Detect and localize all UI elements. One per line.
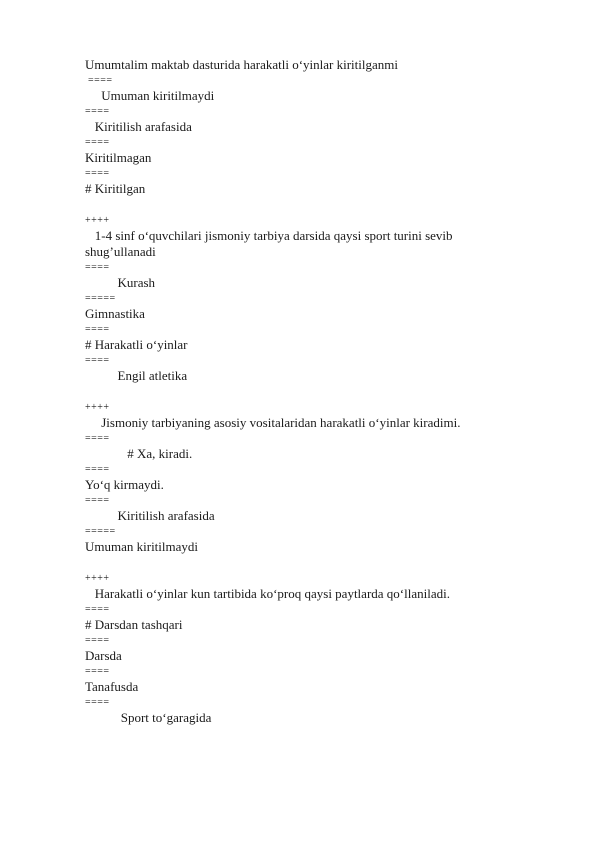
- block-marker: ++++: [85, 215, 110, 226]
- question-block: [85, 400, 515, 555]
- spacer: [85, 384, 515, 400]
- question-text: Umumtalim maktab dasturida harakatli o‘yinlar kiritilganmi: [85, 57, 399, 72]
- answer-option: Kurash: [85, 275, 156, 290]
- separator: ====: [85, 262, 110, 273]
- separator: ====: [85, 106, 110, 117]
- answer-option: Gimnastika: [85, 306, 145, 321]
- separator: ====: [85, 355, 110, 366]
- separator: ====: [85, 697, 110, 708]
- spacer: [85, 555, 515, 571]
- answer-option: Umuman kiritilmaydi: [85, 539, 199, 554]
- question-block: [85, 57, 515, 197]
- question-text: Harakatli o‘yinlar kun tartibida ko‘proq qaysi paytlarda qo‘llaniladi.: [85, 586, 450, 601]
- separator: =====: [85, 293, 116, 304]
- answer-option: Kiritilish arafasida: [85, 508, 215, 523]
- block-marker: ++++: [85, 402, 110, 413]
- question-block: [85, 213, 515, 384]
- answer-option: Kiritilmagan: [85, 150, 152, 165]
- answer-option: Yo‘q kirmaydi.: [85, 477, 164, 492]
- separator: ====: [85, 604, 110, 615]
- answer-option: Umuman kiritilmaydi: [85, 88, 215, 103]
- separator: ====: [85, 464, 110, 475]
- block-marker: ++++: [85, 573, 110, 584]
- answer-option: Darsda: [85, 648, 122, 663]
- answer-option: Tanafusda: [85, 679, 139, 694]
- answer-option: Kiritilish arafasida: [85, 119, 192, 134]
- answer-option-correct: # Darsdan tashqari: [85, 617, 183, 632]
- separator: ====: [85, 75, 113, 86]
- answer-option: Sport to‘garagida: [85, 710, 212, 725]
- separator: ====: [85, 168, 110, 179]
- document-page: [85, 57, 515, 726]
- separator: ====: [85, 137, 110, 148]
- separator: ====: [85, 495, 110, 506]
- answer-option-correct: # Xa, kiradi.: [85, 446, 193, 461]
- question-block: [85, 571, 515, 726]
- question-text: 1-4 sinf o‘quvchilari jismoniy tarbiya darsida qaysi sport turini sevib shug’ullanadi: [85, 228, 456, 259]
- answer-option-correct: # Harakatli o‘yinlar: [85, 337, 188, 352]
- separator: ====: [85, 666, 110, 677]
- separator: ====: [85, 324, 110, 335]
- separator: =====: [85, 526, 116, 537]
- spacer: [85, 197, 515, 213]
- answer-option-correct: # Kiritilgan: [85, 181, 146, 196]
- answer-option: Engil atletika: [85, 368, 188, 383]
- separator: ====: [85, 433, 110, 444]
- question-text: Jismoniy tarbiyaning asosiy vositalaridan harakatli o‘yinlar kiradimi.: [85, 415, 461, 430]
- separator: ====: [85, 635, 110, 646]
